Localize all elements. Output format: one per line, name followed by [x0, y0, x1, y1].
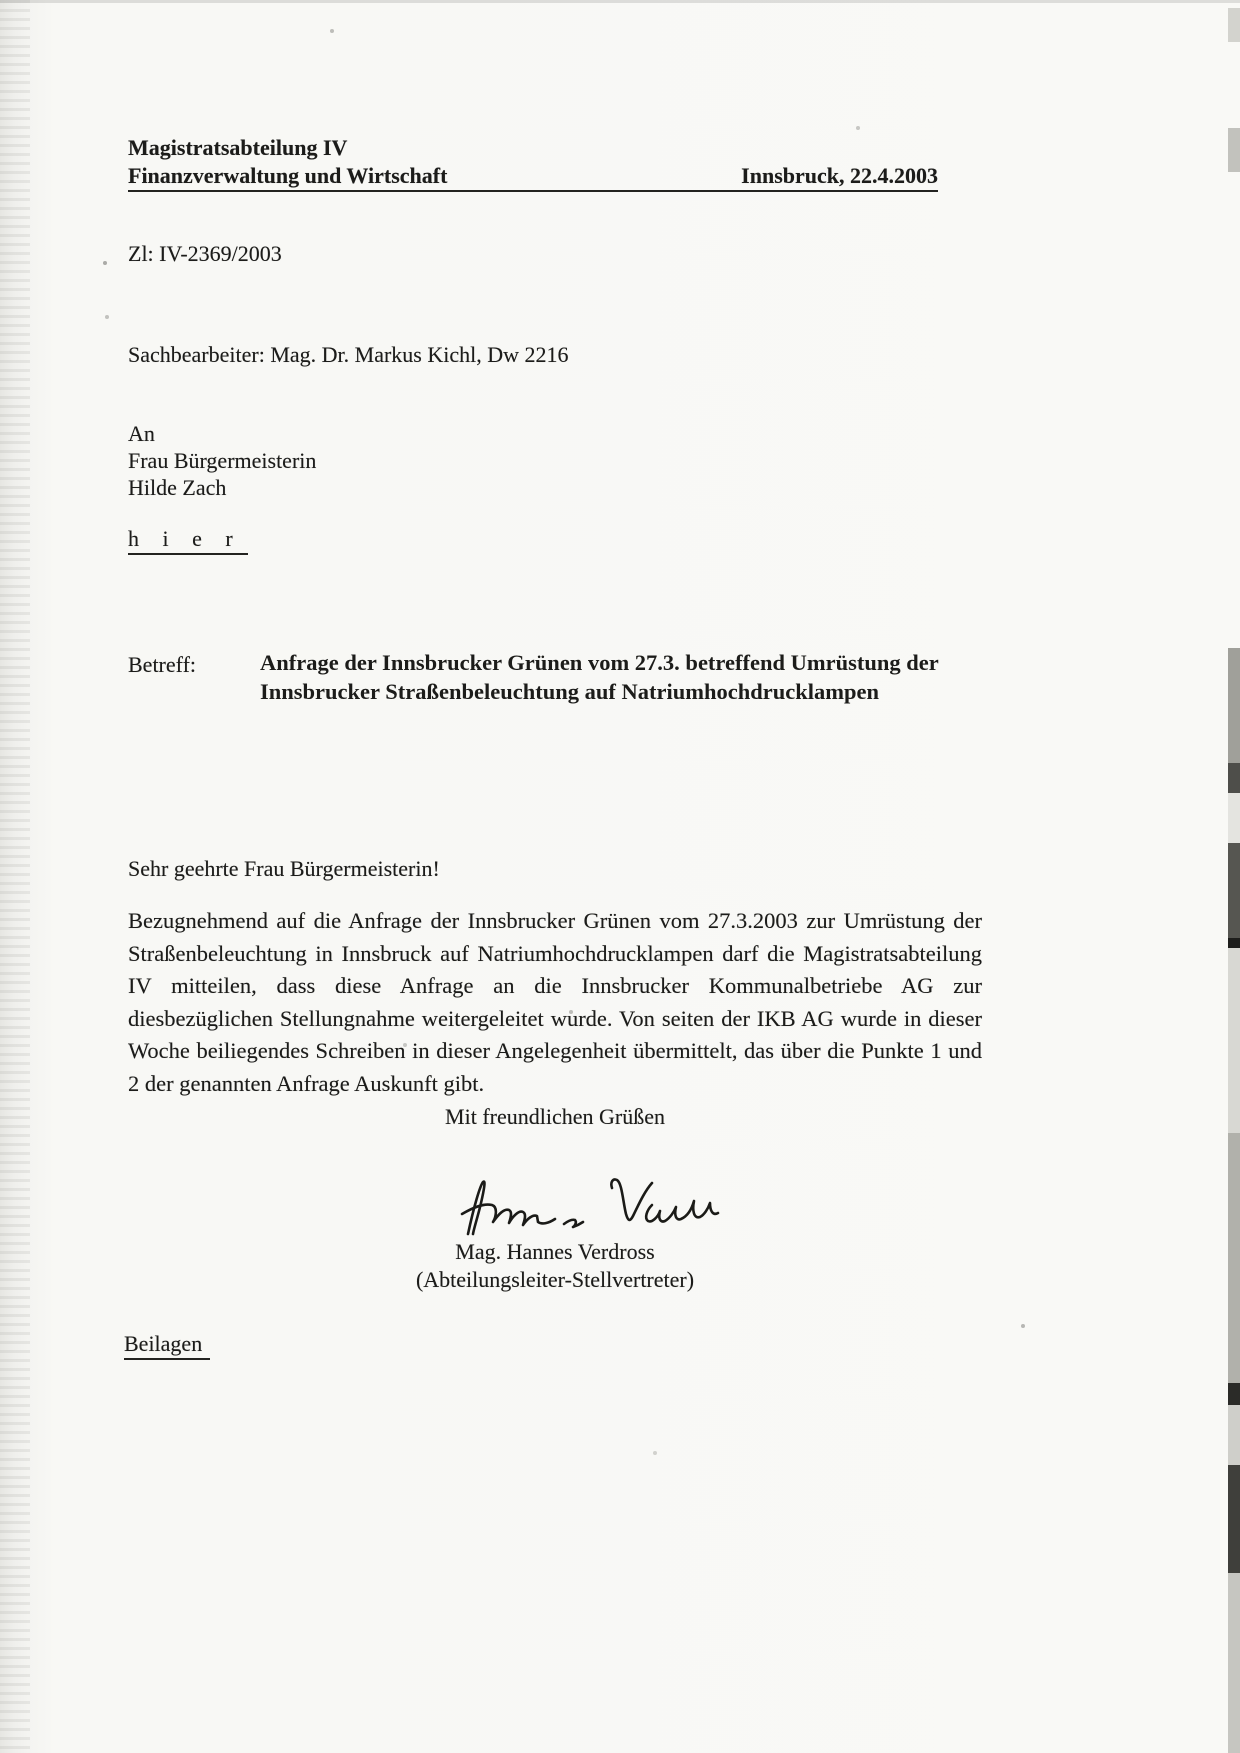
enclosures [124, 1330, 210, 1357]
recipient-block [128, 420, 316, 501]
scan-artifact-bar [1228, 1573, 1240, 1753]
salutation: Sehr geehrte Frau Bürgermeisterin! [128, 856, 440, 881]
scan-artifact-bar [1228, 1383, 1240, 1405]
subject-label: Betreff: [128, 652, 197, 677]
subject-line-1: Anfrage der Innsbrucker Grünen vom 27.3. betreffend Umrüstung der [260, 650, 939, 675]
scan-artifact-bar [1228, 948, 1240, 1133]
hier-label: h i e r [128, 526, 248, 555]
body-line-6: 2 der genannten Anfrage Auskunft gibt. [128, 1070, 485, 1096]
department-name: Magistratsabteilung IV [128, 135, 348, 160]
scan-artifact-bar [1228, 843, 1240, 938]
scan-artifact-bar [1228, 8, 1240, 42]
scan-artifact-bar [1228, 1133, 1240, 1383]
place-and-date: Innsbruck, 22.4.2003 [741, 163, 938, 188]
recipient-line2: Hilde Zach [128, 475, 227, 500]
subject-line-2: Innsbrucker Straßenbeleuchtung auf Natriumhochdrucklampen [260, 679, 880, 704]
recipient-line1: Frau Bürgermeisterin [128, 448, 317, 473]
body-line-2: Straßenbeleuchtung in Innsbruck auf Natriumhochdrucklampen darf die Magistratsabteilung [128, 940, 982, 966]
scan-artifact-bar [1228, 763, 1240, 793]
reference-number: Zl: IV-2369/2003 [128, 241, 282, 266]
letterhead-rule [128, 190, 938, 192]
body-paragraph [128, 905, 982, 1100]
signer-name: Mag. Hannes Verdross [455, 1239, 655, 1264]
signer-title: (Abteilungsleiter-Stellvertreter) [415, 1267, 695, 1292]
scan-top-edge [0, 0, 1240, 3]
scan-left-edge-streaks [0, 0, 30, 1753]
signature-block [128, 1238, 982, 1294]
body-line-4: diesbezüglichen Stellungnahme weitergeleitet wurde. Von seiten der IKB AG wurde in dieser [128, 1005, 982, 1031]
body-line-1: Bezugnehmend auf die Anfrage der Innsbrucker Grünen vom 27.3.2003 zur Umrüstung der [128, 908, 982, 933]
recipient-to: An [128, 421, 155, 446]
scan-artifact-bar [1228, 1465, 1240, 1573]
scan-artifact-bar [1228, 793, 1240, 843]
scan-artifact-bar [1228, 128, 1240, 172]
body-line-3: IV mitteilen, dass diese Anfrage an die Innsbrucker Kommunalbetriebe AG zur [128, 973, 982, 998]
body-line-5: Woche beiliegendes Schreiben in dieser Angelegenheit übermittelt, das über die Punkte 1 und [128, 1038, 982, 1063]
closing-formula [128, 1103, 982, 1130]
scan-artifact-bar [1228, 938, 1240, 948]
scan-specks [0, 0, 2, 2]
scan-artifact-bar [1228, 648, 1240, 763]
subject-text [260, 648, 960, 706]
closing-text: Mit freundlichen Grüßen [445, 1104, 665, 1129]
scan-artifact-bar [1228, 1405, 1240, 1465]
enclosures-label: Beilagen [124, 1331, 210, 1360]
clerk-line: Sachbearbeiter: Mag. Dr. Markus Kichl, Dw 2216 [128, 342, 569, 367]
recipient-location [128, 525, 248, 552]
department-subtitle: Finanzverwaltung und Wirtschaft [128, 163, 448, 188]
